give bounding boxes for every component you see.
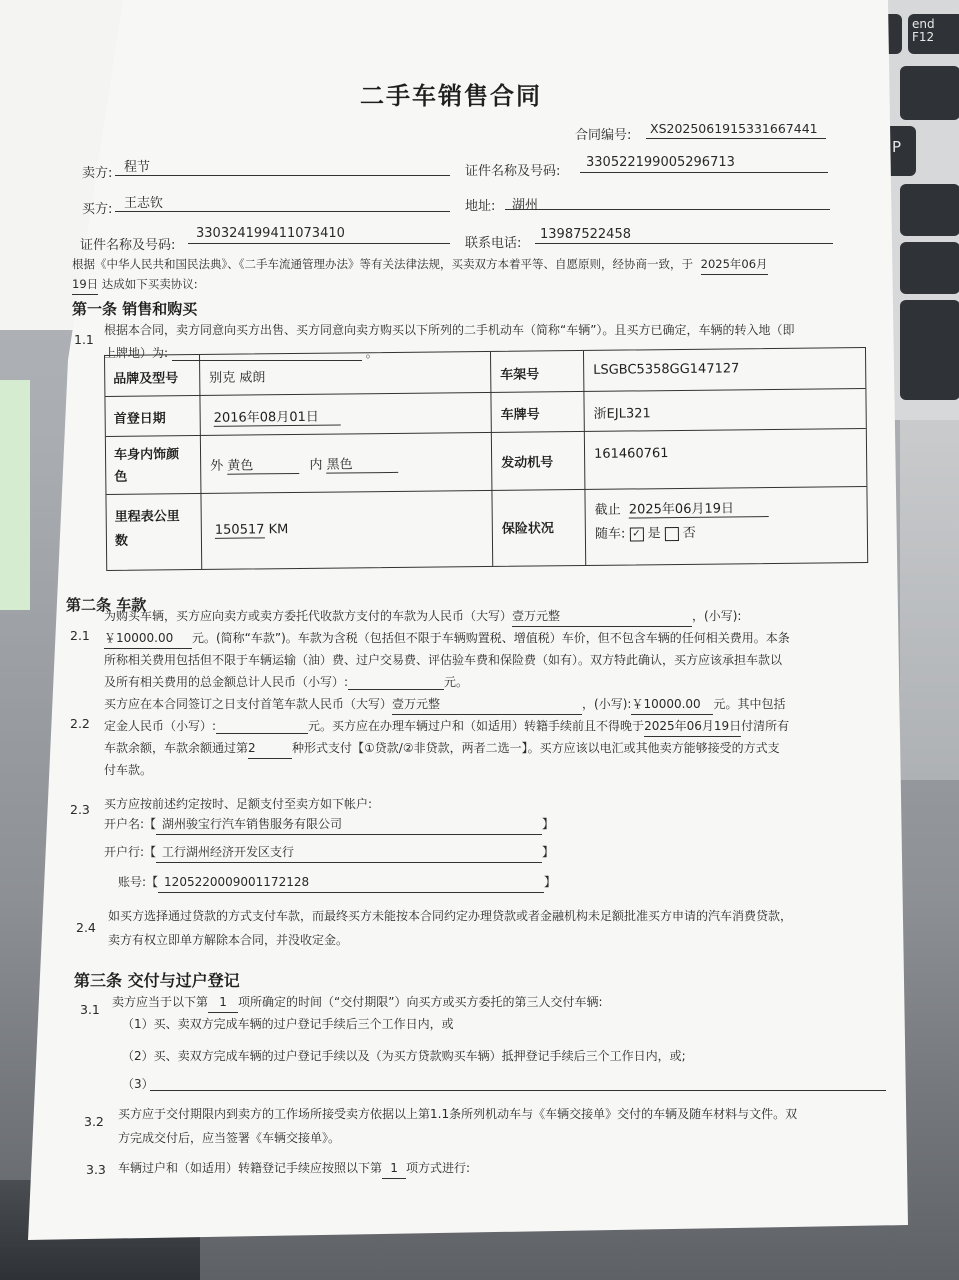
address-underline <box>505 209 830 210</box>
key-p[interactable]: P <box>860 126 916 176</box>
clause-2-2-text-2a: 定金人民币（小写）: <box>104 719 217 733</box>
outer-color-value: 黄色 <box>227 454 299 475</box>
clause-2-1-number: 2.1 <box>70 628 90 643</box>
account-name-bracket: 】 <box>542 817 555 831</box>
mileage-row <box>215 522 289 539</box>
clause-3-2-line-1: 买方应于交付期限内到卖方的工作场所接受卖方依据以上第1.1条所列机动车与《车辆交接单》交付的车辆及随车材料与文件。双 <box>118 1107 798 1121</box>
insurance-until-label: 截止 <box>594 502 621 518</box>
clause-3-2-number: 3.2 <box>84 1114 104 1129</box>
article-3-heading: 第三条 交付与过户登记 <box>74 971 240 990</box>
clause-3-1-line-1 <box>112 992 603 1013</box>
yes-checkbox[interactable]: ✓ <box>629 527 643 541</box>
color-label-a: 车身内饰颜 <box>113 447 180 463</box>
clause-3-2-line-2: 方完成交付后，应当签署《车辆交接单》。 <box>118 1131 341 1145</box>
table-row-divider <box>106 428 866 437</box>
clause-2-3-number: 2.3 <box>70 802 90 817</box>
clause-2-2-number: 2.2 <box>70 716 90 731</box>
outer-color-row <box>210 453 399 475</box>
mileage-label-b: 数 <box>114 533 129 549</box>
clause-2-4-line-2: 卖方有权立即单方解除本合同，并没收定金。 <box>108 933 349 947</box>
clause-2-2-way: 2 <box>248 738 292 759</box>
clause-3-1-text-1a: 卖方应当于以下第 <box>112 995 209 1009</box>
contract-no-underline <box>646 138 826 139</box>
clause-3-3-text-1b: 项方式进行: <box>406 1161 471 1175</box>
clause-2-2-small: ￥10000.00 <box>631 694 713 715</box>
bank-name: 工行湖州经济开发区支行 <box>156 842 542 863</box>
no-checkbox[interactable] <box>665 526 679 540</box>
clause-3-1-option-2: （2）买、卖双方完成车辆的过户登记手续以及（为买方贷款购买车辆）抵押登记手续后三个工作日内，或; <box>122 1049 686 1063</box>
account-name: 湖州骏宝行汽车销售服务有限公司 <box>156 814 542 835</box>
address-label: 地址: <box>465 199 496 214</box>
clause-3-1-option-1: （1）买、卖双方完成车辆的过户登记手续后三个工作日内，或 <box>122 1017 454 1031</box>
insurance-until-date: 2025年06月19日 <box>629 497 769 518</box>
deposit-blank <box>216 719 308 734</box>
vehicle-info-table <box>104 347 868 571</box>
with-car-row <box>595 522 696 542</box>
account-number: 1205220009001172128 <box>158 872 544 893</box>
insurance-label: 保险状况 <box>501 521 554 537</box>
seller-underline <box>115 175 450 176</box>
table-row-divider <box>106 486 866 495</box>
yes-label: 是 <box>647 526 661 542</box>
buyer-id-underline <box>188 243 450 244</box>
brand-label: 品牌及型号 <box>113 371 179 387</box>
vin-value: LSGBC5358GG147127 <box>593 361 740 378</box>
preamble-text-2: 达成如下买卖协议: <box>101 277 198 291</box>
seller-id: 330522199005296713 <box>586 155 735 170</box>
preamble-line-2 <box>72 274 198 295</box>
clause-3-1-option-3: （3） <box>122 1077 154 1091</box>
contract-no: XS20250619153316674​41 <box>650 121 818 136</box>
clause-2-2-upper: 壹万元整 <box>392 694 582 715</box>
clause-2-1-line-4 <box>104 672 468 692</box>
clause-2-1-text-1b: ，(小写): <box>692 609 742 623</box>
clause-3-3-number: 3.3 <box>86 1162 106 1177</box>
insurance-until-row <box>595 497 769 519</box>
clause-2-2-line-4: 付车款。 <box>104 763 153 777</box>
engine-label: 发动机号 <box>501 455 554 471</box>
address: 湖州 <box>512 198 539 213</box>
article-1-heading: 第一条 销售和购买 <box>72 300 198 318</box>
mileage-unit: KM <box>268 522 289 538</box>
buyer-id-label: 证件名称及号码: <box>80 238 176 253</box>
bank-label: 开户行:【 <box>104 845 157 859</box>
clause-2-2-line-1 <box>104 694 785 715</box>
contract-no-label: 合同编号: <box>575 128 632 143</box>
clause-1-1-end: 。 <box>365 346 378 360</box>
mileage-value: 150517 <box>214 522 265 538</box>
buyer-name: 王志钦 <box>124 196 164 211</box>
table-col-divider <box>199 355 202 569</box>
clause-1-1-line-1: 根据本合同，卖方同意向买方出售、买方同意向卖方购买以下所列的二手机动车（简称“车辆”）。且买方已确定，车辆的转入地（即 <box>104 323 795 337</box>
first-reg-label: 首登日期 <box>113 411 166 427</box>
bank-bracket: 】 <box>542 845 555 859</box>
clause-2-2-text-2b: 元。买方应在办理车辆过户和（如适用）转籍手续前且不得晚于 <box>308 719 645 733</box>
account-number-row <box>118 872 556 893</box>
clause-2-2-line-2 <box>104 716 789 737</box>
clause-2-1-text-2: 元。(简称“车款”)。车款为含税（包括但不限于车辆购置税、增值税）车价，但不包含车辆的任何相关费用。本条 <box>192 631 790 645</box>
bank-row <box>104 842 554 863</box>
first-reg-value: 2016年08月01日 <box>214 406 341 427</box>
clause-2-1-text-4b: 元。 <box>444 675 469 689</box>
inner-color-label: 内 <box>309 457 323 473</box>
clause-2-1-text-4a: 及所有相关费用的总金额总计人民币（小写）: <box>104 675 349 689</box>
table-col-divider <box>490 352 493 566</box>
total-amount-blank <box>348 675 444 690</box>
seller-name: 程节 <box>124 160 151 175</box>
seller-id-label: 证件名称及号码: <box>465 164 561 179</box>
clause-3-1-text-1b: 项所确定的时间（“交付期限”）向买方或买方委托的第三人交付车辆: <box>238 995 603 1009</box>
preamble-line-1 <box>72 254 768 275</box>
account-name-label: 开户名:【 <box>104 817 157 831</box>
clause-2-1-line-2 <box>104 628 790 649</box>
clause-2-2-text-2c: 付清所有 <box>741 719 790 733</box>
brand-value: 别克 威朗 <box>209 370 266 386</box>
clause-1-1-text-b: 上牌地）为: <box>104 346 169 360</box>
clause-3-1-number: 3.1 <box>80 1002 100 1017</box>
buyer-id: 330324199411073410 <box>196 226 345 241</box>
clause-3-3-line-1 <box>118 1158 470 1179</box>
clause-2-1-line-3: 所称相关费用包括但不限于车辆运输（油）费、过户交易费、评估验车费和保险费（如有）。双方特此确认，买方应该承担车款以 <box>104 653 783 667</box>
contract-title: 二手车销售合同 <box>360 82 542 110</box>
article-2-heading: 第二条 车款 <box>66 596 147 614</box>
clause-2-2-line-3 <box>104 738 780 759</box>
phone: 13987522458 <box>540 227 631 242</box>
clause-2-2-text-1c: 元。其中包括 <box>713 697 786 711</box>
clause-3-3-text-1a: 车辆过户和（如适用）转籍登记手续应按照以下第 <box>118 1161 383 1175</box>
account-name-row <box>104 814 554 835</box>
buyer-underline <box>115 211 450 212</box>
clause-3-1-item: 1 <box>208 992 238 1013</box>
with-car-label: 随车: <box>594 526 626 542</box>
clause-1-1-number: 1.1 <box>74 332 94 347</box>
preamble-date-a: 2025年06月 <box>701 254 768 275</box>
preamble-date-b: 19日 <box>72 274 98 295</box>
phone-underline <box>535 243 833 244</box>
color-label-b: 色 <box>114 469 128 485</box>
key-f12[interactable]: end F12 <box>908 14 959 54</box>
clause-2-1-small: ￥10000.00 <box>104 628 192 649</box>
clause-2-1-text-1a: 为购买车辆，买方应向卖方或卖方委托代收款方支付的车款为人民币（大写） <box>104 609 513 623</box>
plate-label: 车牌号 <box>500 407 540 423</box>
account-number-bracket: 】 <box>544 875 557 889</box>
clause-2-4-line-1: 如买方选择通过贷款的方式支付车款，而最终买方未能按本合同约定办理贷款或者金融机构未足额批准买方申请的汽车消费贷款， <box>108 909 793 923</box>
buyer-label: 买方: <box>82 202 113 217</box>
option-3-blank <box>150 1090 886 1091</box>
inner-color-value: 黑色 <box>326 453 398 474</box>
preamble-text-1: 根据《中华人民共和国民法典》、《二手车流通管理办法》等有关法律法规，买卖双方本着平等、自愿原则，经协商一致，于 <box>72 257 693 271</box>
clause-2-1-upper: 壹万元整 <box>512 606 692 627</box>
phone-label: 联系电话: <box>465 236 522 251</box>
clause-2-2-text-3b: 种形式支付【①贷款/②非贷款，两者二选一】。买方应该以电汇或其他卖方能够接受的方式支 <box>292 741 780 755</box>
no-label: 否 <box>682 525 696 541</box>
clause-2-2-text-1a: 买方应在本合同签订之日支付首笔车款人民币（大写） <box>104 697 393 711</box>
engine-value: 161460761 <box>593 446 669 462</box>
seller-label: 卖方: <box>82 166 113 181</box>
vin-label: 车架号 <box>500 367 540 383</box>
clause-2-2-text-3a: 车款余额，车款余额通过第 <box>104 741 249 755</box>
clause-2-4-number: 2.4 <box>76 920 96 935</box>
account-number-label: 账号:【 <box>118 875 159 889</box>
table-row-divider <box>105 388 865 397</box>
seller-id-underline <box>580 172 828 173</box>
table-col-divider <box>583 351 586 565</box>
clause-2-2-text-1b: ，(小写): <box>582 697 632 711</box>
clause-3-3-item: 1 <box>382 1158 406 1179</box>
plate-value: 浙EJL321 <box>593 406 651 422</box>
clause-2-2-date: 2025年06月19日 <box>644 716 741 737</box>
outer-color-label: 外 <box>210 458 224 474</box>
clause-2-3-line-1: 买方应按前述约定按时、足额支付至卖方如下帐户: <box>104 797 373 811</box>
mileage-label-a: 里程表公里 <box>114 509 180 525</box>
clause-2-1-line-1 <box>104 606 741 627</box>
